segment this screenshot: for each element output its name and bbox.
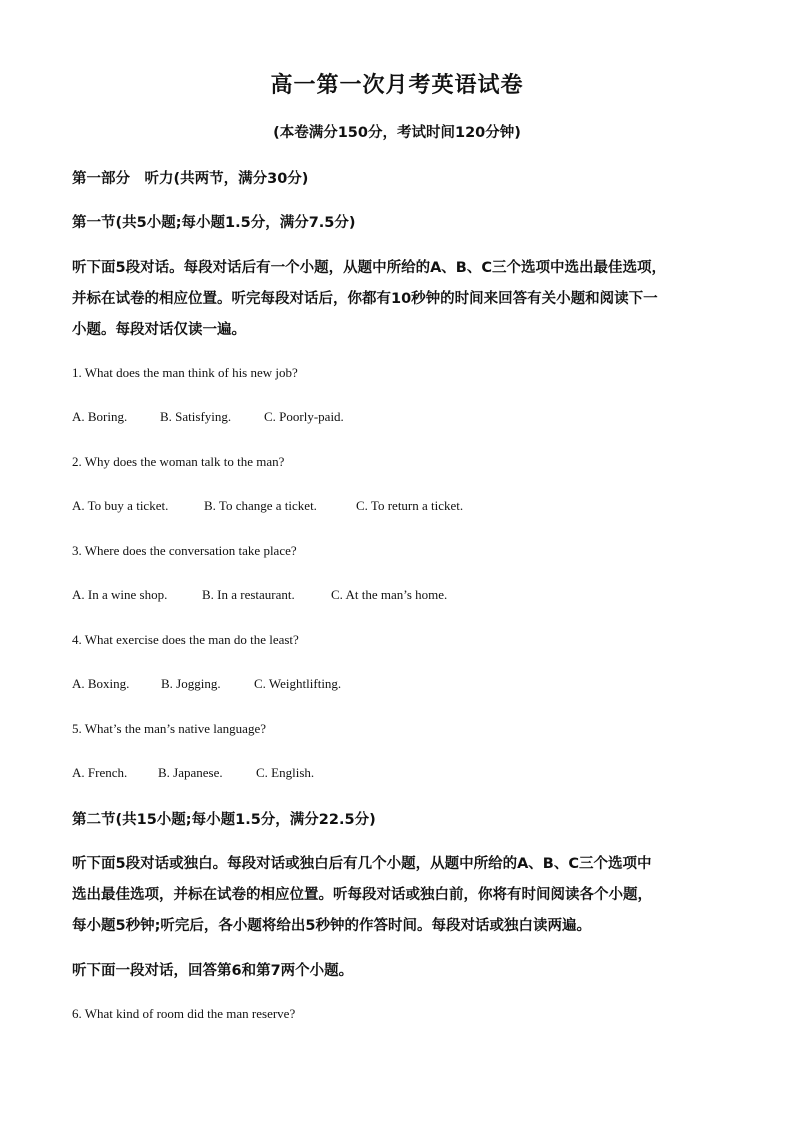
part1-heading: 第一部分 听力(共两节，满分30分) <box>72 171 309 187</box>
question-2-options <box>72 498 463 514</box>
question-5: 5. What’s the man’s native language? <box>72 721 266 736</box>
question-6: 6. What kind of room did the man reserve? <box>72 1006 296 1021</box>
option-a: A. In a wine shop. <box>72 587 168 602</box>
question-4-options <box>72 676 341 692</box>
option-c: C. To return a ticket. <box>356 498 464 513</box>
section1-heading: 第一节(共5小题;每小题1.5分，满分7.5分) <box>72 215 356 231</box>
option-b: B. Satisfying. <box>160 409 232 424</box>
question-3: 3. Where does the conversation take place? <box>72 543 297 558</box>
section2-instruction-line-3: 每小题5秒钟;听完后，各小题将给出5秒钟的作答时间。每段对话或独白读两遍。 <box>72 918 591 934</box>
option-c: C. At the man’s home. <box>331 587 448 602</box>
section2-heading: 第二节(共15小题;每小题1.5分，满分22.5分) <box>72 812 376 828</box>
question-5-options <box>72 765 314 781</box>
section1-instruction-line-1: 听下面5段对话。每段对话后有一个小题，从题中所给的A、B、C三个选项中选出最佳选项， <box>72 260 667 276</box>
option-a: A. To buy a ticket. <box>72 498 169 513</box>
section2-instruction-line-1: 听下面5段对话或独白。每段对话或独白后有几个小题，从题中所给的A、B、C三个选项中 <box>72 856 652 872</box>
section1-instruction-line-2: 并标在试卷的相应位置。听完每段对话后，你都有10秒钟的时间来回答有关小题和阅读下一 <box>72 291 658 307</box>
option-c: C. Weightlifting. <box>254 676 342 691</box>
dialog-intro: 听下面一段对话，回答第6和第7两个小题。 <box>72 963 354 979</box>
option-a: A. French. <box>72 765 128 780</box>
section2-instruction-line-2: 选出最佳选项，并标在试卷的相应位置。听每段对话或独白前，你将有时间阅读各个小题， <box>72 887 652 903</box>
question-2: 2. Why does the woman talk to the man? <box>72 454 285 469</box>
question-1: 1. What does the man think of his new job? <box>72 365 298 380</box>
option-b: B. Jogging. <box>161 676 221 691</box>
option-b: B. To change a ticket. <box>204 498 317 513</box>
option-a: A. Boring. <box>72 409 128 424</box>
option-a: A. Boxing. <box>72 676 130 691</box>
page-subtitle: (本卷满分150分，考试时间120分钟) <box>273 125 521 141</box>
page-title: 高一第一次月考英语试卷 <box>270 73 524 98</box>
question-3-options <box>72 587 447 603</box>
option-c: C. English. <box>256 765 315 780</box>
option-c: C. Poorly-paid. <box>264 409 344 424</box>
question-1-options <box>72 409 344 425</box>
option-b: B. In a restaurant. <box>202 587 295 602</box>
section1-instruction-line-3: 小题。每段对话仅读一遍。 <box>72 322 246 338</box>
question-4: 4. What exercise does the man do the least? <box>72 632 299 647</box>
option-b: B. Japanese. <box>158 765 223 780</box>
